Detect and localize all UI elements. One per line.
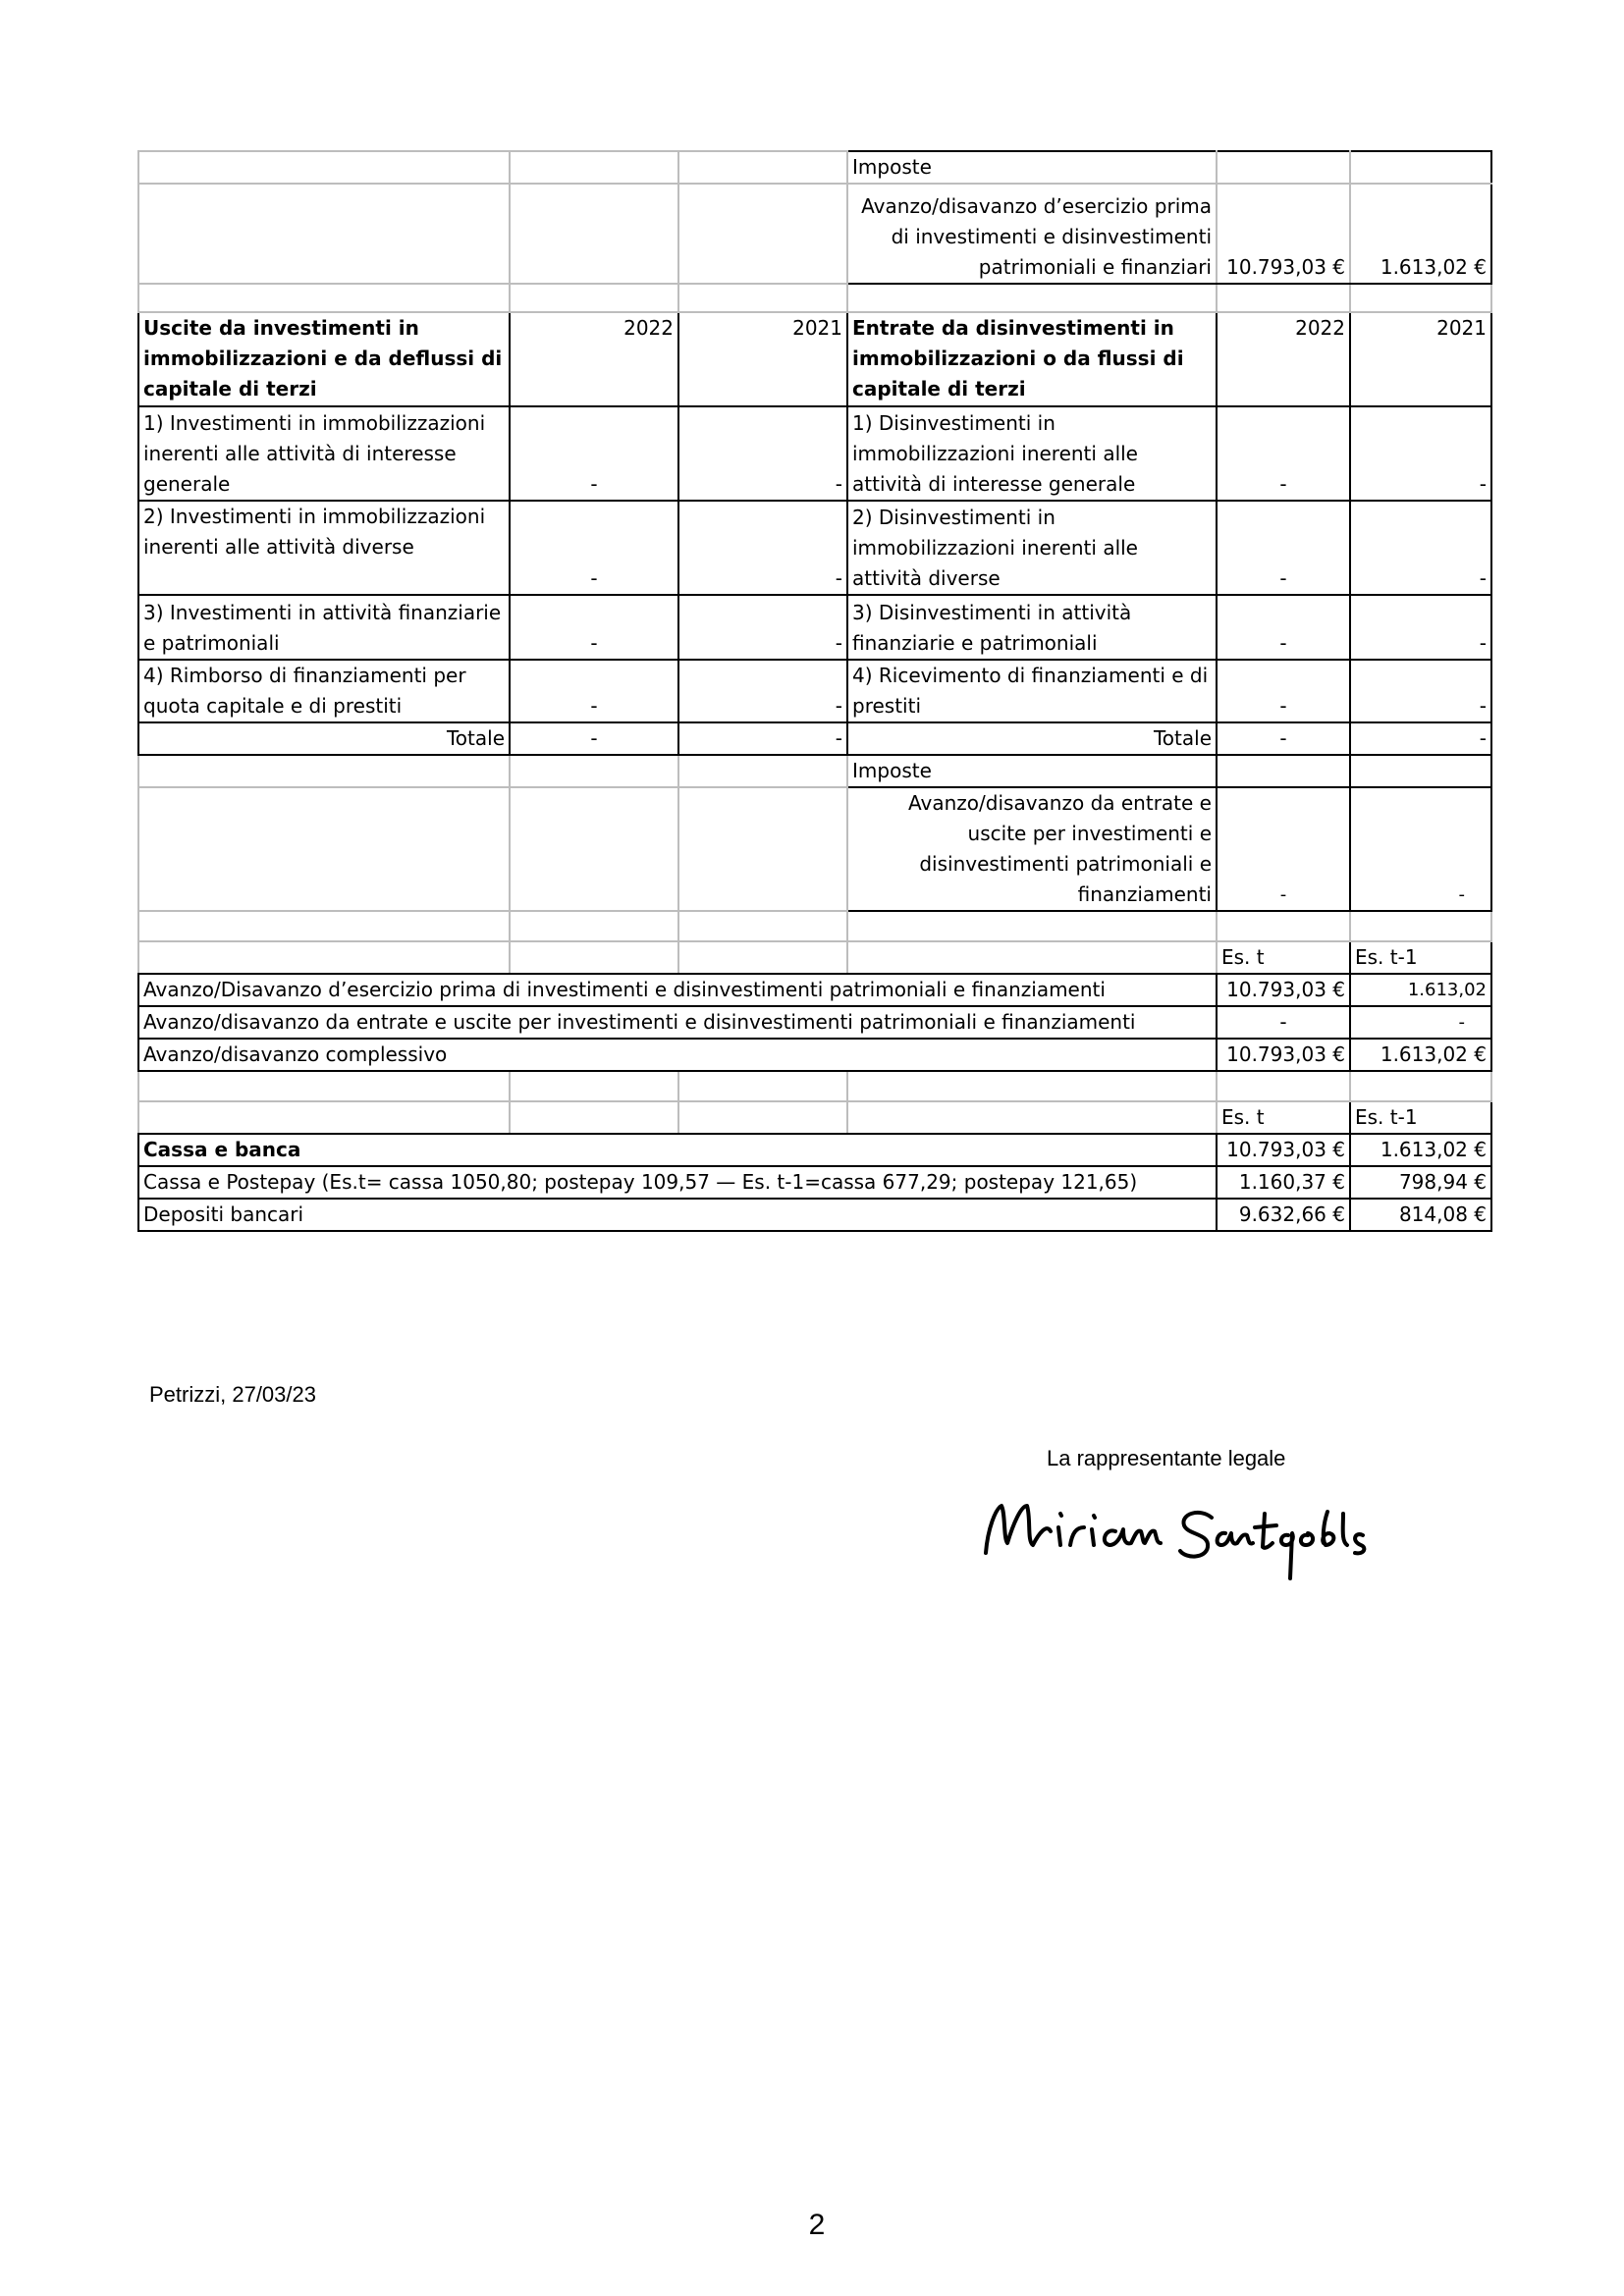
summary-header-row <box>138 941 1491 974</box>
avanzo-investimenti-2021: - <box>1350 787 1491 911</box>
summary-label: Avanzo/disavanzo complessivo <box>138 1039 1217 1071</box>
inflow-totale-2021: - <box>1350 722 1491 755</box>
table-row <box>138 501 1491 595</box>
table-row <box>138 1006 1491 1039</box>
outflows-year-current: 2022 <box>510 312 678 406</box>
inflow-value-2021: - <box>1350 501 1491 595</box>
inflows-year-current: 2022 <box>1217 312 1350 406</box>
table-row <box>138 1039 1491 1071</box>
cash-current: 9.632,66 € <box>1217 1199 1350 1231</box>
table-row <box>138 1166 1491 1199</box>
inflow-value-2021: - <box>1350 595 1491 660</box>
inflow-label: 1) Disinvestimenti in immobilizzazioni inerenti alle attività di interesse generale <box>847 406 1217 501</box>
outflows-header: Uscite da investimenti in immobilizzazioni e da deflussi di capitale di terzi <box>138 312 510 406</box>
outflow-totale-label: Totale <box>138 722 510 755</box>
legal-representative-label: La rappresentante legale <box>1047 1446 1286 1470</box>
table-row <box>138 974 1491 1006</box>
summary-col-previous: Es. t-1 <box>1350 941 1491 974</box>
summary-current: 10.793,03 € <box>1217 974 1350 1006</box>
table-row <box>138 595 1491 660</box>
avanzo-esercizio-2021: 1.613,02 € <box>1350 184 1491 284</box>
avanzo-esercizio-label: Avanzo/disavanzo d’esercizio prima di investimenti e disinvestimenti patrimoniali e finanziari <box>847 184 1217 284</box>
cash-col-previous: Es. t-1 <box>1350 1101 1491 1134</box>
inflows-year-previous: 2021 <box>1350 312 1491 406</box>
place-date: Petrizzi, 27/03/23 <box>149 1382 316 1407</box>
financial-table <box>137 150 1492 1232</box>
outflow-value-2022: - <box>510 406 678 501</box>
table-row <box>138 1199 1491 1231</box>
outflow-label: 2) Investimenti in immobilizzazioni inerenti alle attività diverse <box>138 501 510 595</box>
cash-previous: 814,08 € <box>1350 1199 1491 1231</box>
cash-label: Depositi bancari <box>138 1199 1217 1231</box>
outflow-value-2021: - <box>678 501 847 595</box>
inflow-value-2021: - <box>1350 660 1491 722</box>
imposte-label: Imposte <box>847 151 1217 184</box>
avanzo-investimenti-label: Avanzo/disavanzo da entrate e uscite per investimenti e disinvestimenti patrimoniali e finanziamenti <box>847 787 1217 911</box>
inflow-value-2022: - <box>1217 501 1350 595</box>
inflow-value-2022: - <box>1217 406 1350 501</box>
page-number: 2 <box>808 2209 826 2241</box>
cash-current: 1.160,37 € <box>1217 1166 1350 1199</box>
outflow-value-2021: - <box>678 595 847 660</box>
outflow-label: 4) Rimborso di finanziamenti per quota capitale e di prestiti <box>138 660 510 722</box>
table-row <box>138 151 1491 184</box>
summary-current: 10.793,03 € <box>1217 1039 1350 1071</box>
summary-col-current: Es. t <box>1217 941 1350 974</box>
spacer-row <box>138 911 1491 941</box>
outflow-value-2021: - <box>678 406 847 501</box>
summary-label: Avanzo/disavanzo da entrate e uscite per investimenti e disinvestimenti patrimoniali e finanziamenti <box>138 1006 1217 1039</box>
outflow-totale-2022: - <box>510 722 678 755</box>
outflow-label: 3) Investimenti in attività finanziarie e patrimoniali <box>138 595 510 660</box>
cash-label: Cassa e Postepay (Es.t= cassa 1050,80; postepay 109,57 — Es. t-1=cassa 677,29; postepay 121,65) <box>138 1166 1217 1199</box>
inflow-value-2021: - <box>1350 406 1491 501</box>
cash-previous: 798,94 € <box>1350 1166 1491 1199</box>
table-row <box>138 406 1491 501</box>
investments-header-row <box>138 312 1491 406</box>
inflows-header: Entrate da disinvestimenti in immobilizzazioni o da flussi di capitale di terzi <box>847 312 1217 406</box>
outflow-value-2021: - <box>678 660 847 722</box>
avanzo-investimenti-2022: - <box>1217 787 1350 911</box>
table-row <box>138 1134 1491 1166</box>
outflow-totale-2021: - <box>678 722 847 755</box>
summary-previous: 1.613,02 <box>1350 974 1491 1006</box>
cash-header-row <box>138 1101 1491 1134</box>
table-row <box>138 184 1491 284</box>
cash-title: Cassa e banca <box>138 1134 1217 1166</box>
totale-row <box>138 722 1491 755</box>
table-row <box>138 660 1491 722</box>
signature <box>978 1484 1371 1592</box>
spacer-row <box>138 284 1491 312</box>
inflow-label: 2) Disinvestimenti in immobilizzazioni inerenti alle attività diverse <box>847 501 1217 595</box>
inflow-label: 3) Disinvestimenti in attività finanziarie e patrimoniali <box>847 595 1217 660</box>
table-row <box>138 755 1491 787</box>
outflow-label: 1) Investimenti in immobilizzazioni inerenti alle attività di interesse generale <box>138 406 510 501</box>
summary-previous: 1.613,02 € <box>1350 1039 1491 1071</box>
outflow-value-2022: - <box>510 595 678 660</box>
cash-title-current: 10.793,03 € <box>1217 1134 1350 1166</box>
outflows-year-previous: 2021 <box>678 312 847 406</box>
avanzo-esercizio-2022: 10.793,03 € <box>1217 184 1350 284</box>
summary-current: - <box>1217 1006 1350 1039</box>
summary-previous: - <box>1350 1006 1491 1039</box>
inflow-value-2022: - <box>1217 660 1350 722</box>
inflow-label: 4) Ricevimento di finanziamenti e di prestiti <box>847 660 1217 722</box>
inflow-totale-label: Totale <box>847 722 1217 755</box>
inflow-totale-2022: - <box>1217 722 1350 755</box>
table-row <box>138 787 1491 911</box>
cash-col-current: Es. t <box>1217 1101 1350 1134</box>
spacer-row <box>138 1071 1491 1101</box>
summary-label: Avanzo/Disavanzo d’esercizio prima di investimenti e disinvestimenti patrimoniali e finanziamenti <box>138 974 1217 1006</box>
outflow-value-2022: - <box>510 501 678 595</box>
cash-title-previous: 1.613,02 € <box>1350 1134 1491 1166</box>
outflow-value-2022: - <box>510 660 678 722</box>
inflow-value-2022: - <box>1217 595 1350 660</box>
imposte-label: Imposte <box>847 755 1217 787</box>
